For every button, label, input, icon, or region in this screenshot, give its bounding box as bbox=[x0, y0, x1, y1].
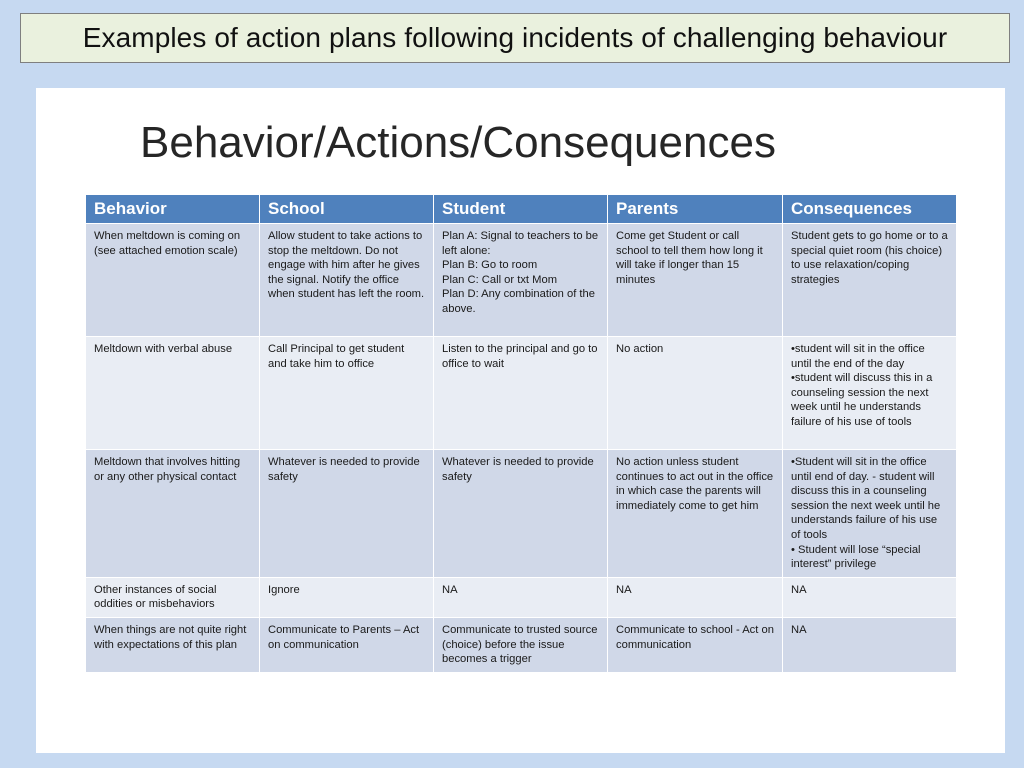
consequence-line: NA bbox=[791, 583, 807, 596]
student-plan-line: Plan D: Any combination of the above. bbox=[442, 288, 595, 315]
student-plan-line: Listen to the principal and go to office to wait bbox=[442, 343, 598, 370]
consequence-line: • Student will lose “special interest” privilege bbox=[791, 543, 921, 571]
cell-student bbox=[434, 337, 608, 450]
table-row bbox=[86, 337, 957, 450]
behavior-table bbox=[85, 194, 957, 673]
table-row bbox=[86, 617, 957, 672]
table-row bbox=[86, 224, 957, 337]
table-header-row bbox=[86, 195, 957, 224]
cell-behavior: Meltdown with verbal abuse bbox=[86, 337, 260, 450]
cell-student bbox=[434, 224, 608, 337]
cell-consequences bbox=[783, 617, 957, 672]
cell-student bbox=[434, 617, 608, 672]
slide-title: Examples of action plans following incidents of challenging behaviour bbox=[82, 22, 948, 53]
table-row bbox=[86, 577, 957, 617]
student-plan-line: Plan A: Signal to teachers to be left alone: bbox=[442, 230, 599, 257]
cell-parents: Communicate to school - Act on communication bbox=[608, 617, 783, 672]
cell-behavior: When things are not quite right with expectations of this plan bbox=[86, 617, 260, 672]
cell-behavior: When meltdown is coming on (see attached emotion scale) bbox=[86, 224, 260, 337]
slide-title-box bbox=[20, 13, 1010, 63]
cell-consequences bbox=[783, 450, 957, 578]
cell-parents: Come get Student or call school to tell them how long it will take if longer than 15 minutes bbox=[608, 224, 783, 337]
consequence-line: Student gets to go home or to a special quiet room (his choice) to use relaxation/coping strategies bbox=[791, 230, 948, 286]
student-plan-line: Communicate to trusted source (choice) before the issue becomes a trigger bbox=[442, 623, 598, 666]
cell-consequences bbox=[783, 337, 957, 450]
cell-school: Ignore bbox=[260, 577, 434, 617]
table-row bbox=[86, 450, 957, 578]
cell-consequences bbox=[783, 577, 957, 617]
consequence-line: •student will sit in the office until the end of the day bbox=[791, 343, 925, 370]
consequence-line: •Student will sit in the office until end of day. - student will discuss this in a counseling session the next week until he understands failure of his use of tools bbox=[791, 456, 941, 541]
student-plan-line: Plan C: Call or txt Mom bbox=[442, 273, 558, 286]
cell-school: Whatever is needed to provide safety bbox=[260, 450, 434, 578]
header-behavior: Behavior bbox=[86, 195, 260, 224]
header-student: Student bbox=[434, 195, 608, 224]
header-parents: Parents bbox=[608, 195, 783, 224]
consequence-line: NA bbox=[791, 623, 807, 636]
cell-behavior: Meltdown that involves hitting or any other physical contact bbox=[86, 450, 260, 578]
cell-behavior: Other instances of social oddities or misbehaviors bbox=[86, 577, 260, 617]
cell-school: Communicate to Parents – Act on communication bbox=[260, 617, 434, 672]
cell-school: Allow student to take actions to stop the meltdown. Do not engage with him after he gives the signal. Notify the office when student has left the room. bbox=[260, 224, 434, 337]
embedded-slide bbox=[36, 88, 1005, 753]
header-school: School bbox=[260, 195, 434, 224]
cell-school: Call Principal to get student and take him to office bbox=[260, 337, 434, 450]
student-plan-line: NA bbox=[442, 583, 458, 596]
cell-parents: No action bbox=[608, 337, 783, 450]
consequence-line: •student will discuss this in a counseling session the next week until he understands failure of his use of tools bbox=[791, 372, 933, 428]
table-heading: Behavior/Actions/Consequences bbox=[140, 118, 776, 167]
student-plan-line: Whatever is needed to provide safety bbox=[442, 456, 594, 483]
cell-consequences bbox=[783, 224, 957, 337]
cell-student bbox=[434, 577, 608, 617]
cell-parents: NA bbox=[608, 577, 783, 617]
student-plan-line: Plan B: Go to room bbox=[442, 259, 538, 272]
cell-parents: No action unless student continues to act out in the office in which case the parents will immediately come to get him bbox=[608, 450, 783, 578]
header-consequences: Consequences bbox=[783, 195, 957, 224]
cell-student bbox=[434, 450, 608, 578]
